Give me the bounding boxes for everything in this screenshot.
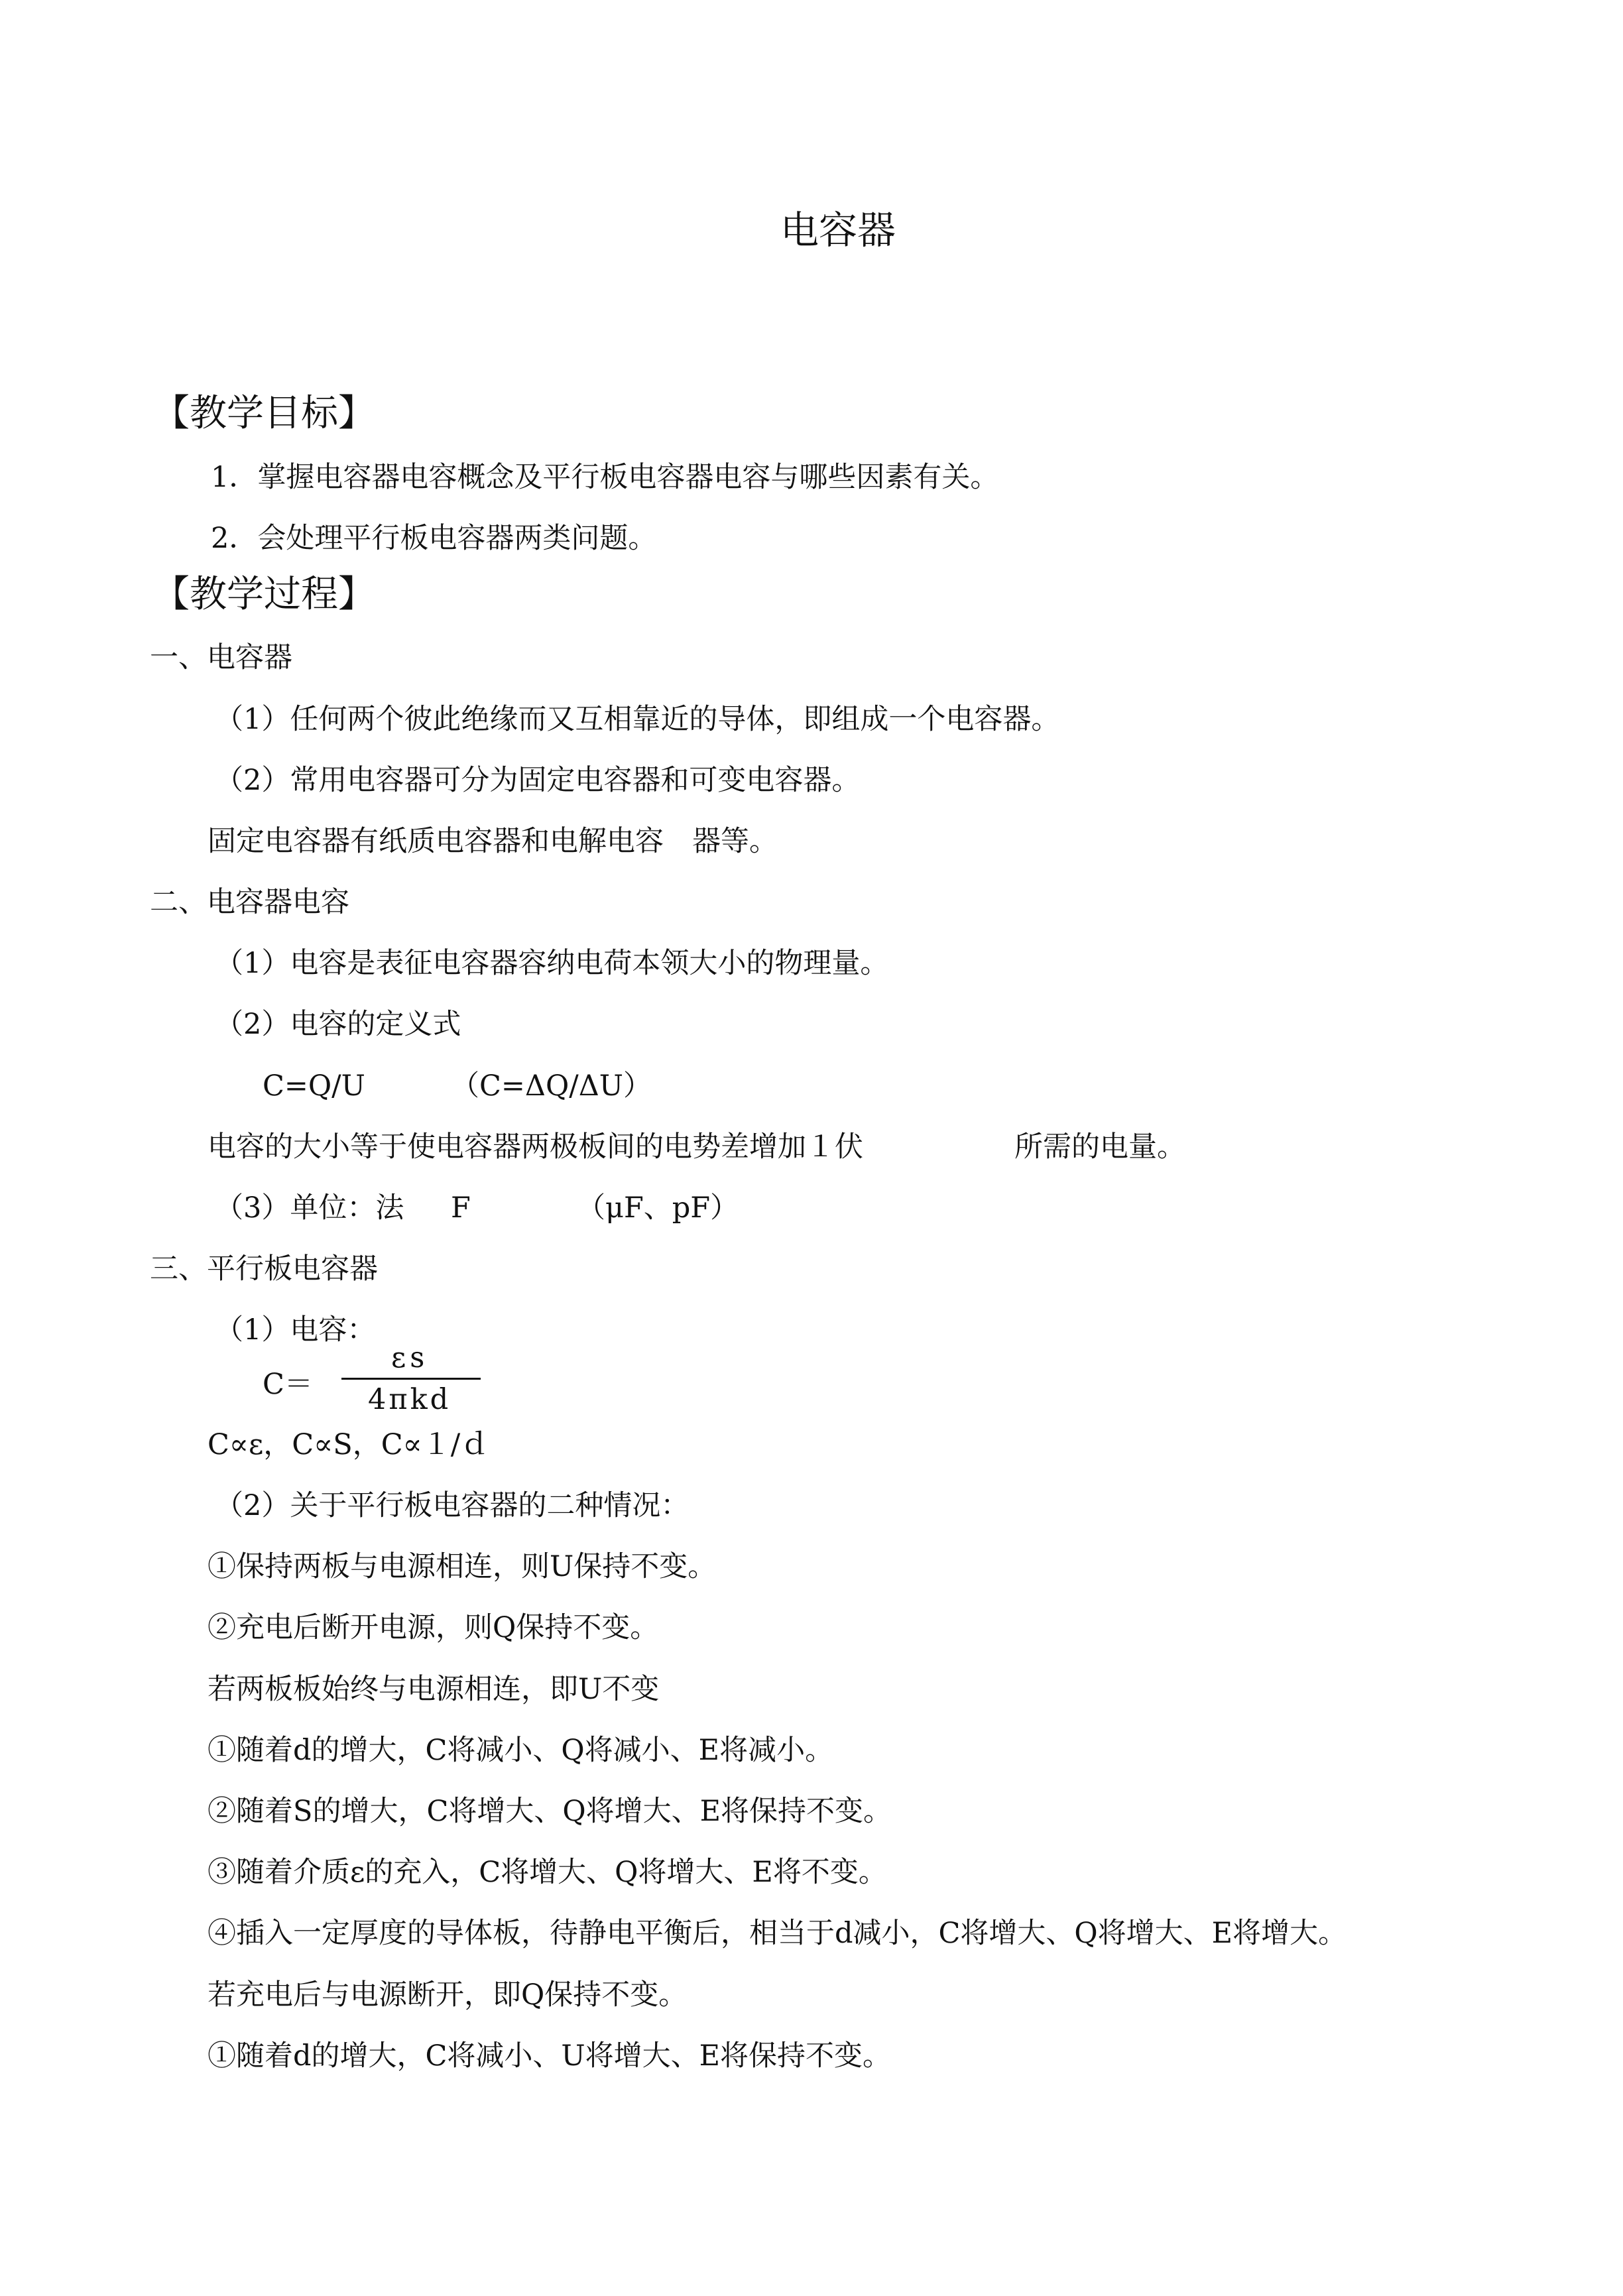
disconnected-heading: 若充电后与电源断开，即Q保持不变。 xyxy=(208,1978,688,2012)
list-item: ①随着d的增大，C将减小、U将增大、E将保持不变。 xyxy=(208,2039,892,2073)
objective-item: 2．会处理平行板电容器两类问题。 xyxy=(211,522,657,555)
list-item: ④插入一定厚度的导体板，待静电平衡后，相当于d减小，C将增大、Q将增大、E将增大。 xyxy=(208,1917,1347,1950)
unit-label: （3）单位：法 xyxy=(215,1191,404,1225)
paragraph: （1）电容是表征电容器容纳电荷本领大小的物理量。 xyxy=(215,947,889,980)
section-heading-1: 一、电容器 xyxy=(150,641,292,674)
paragraph: （1）任何两个彼此绝缘而又互相靠近的导体，即组成一个电容器。 xyxy=(215,703,1060,736)
list-item: ③随着介质ε的充入，C将增大、Q将增大、E将不变。 xyxy=(208,1856,887,1889)
process-heading: 【教学过程】 xyxy=(152,573,375,616)
formula-lhs: C＝ xyxy=(263,1368,313,1401)
connected-heading: 若两板板始终与电源相连，即U不变 xyxy=(208,1673,660,1706)
proportional-relations: C∝ε，C∝S，C∝１/ｄ xyxy=(208,1428,489,1461)
unit-symbol: F xyxy=(451,1191,471,1225)
case-item: ①保持两板与电源相连，则U保持不变。 xyxy=(208,1550,717,1583)
paragraph: 所需的电量。 xyxy=(1014,1130,1185,1164)
section-heading-3: 三、平行板电容器 xyxy=(150,1252,378,1286)
paragraph: （1）电容： xyxy=(215,1313,376,1347)
section-heading-2: 二、电容器电容 xyxy=(150,886,349,919)
page-title: 电容器 xyxy=(780,208,896,253)
paragraph: 电容的大小等于使电容器两极板间的电势差增加１伏 xyxy=(208,1130,863,1164)
paragraph: （2）关于平行板电容器的二种情况： xyxy=(215,1489,690,1522)
fraction-line xyxy=(341,1378,481,1380)
list-item: ①随着d的增大，C将减小、Q将减小、E将减小。 xyxy=(208,1734,834,1767)
objective-item: 1．掌握电容器电容概念及平行板电容器电容与哪些因素有关。 xyxy=(211,461,999,494)
case-item: ②充电后断开电源，则Q保持不变。 xyxy=(208,1611,659,1644)
capacitance-formula-alt: （C=ΔQ/ΔU） xyxy=(451,1069,652,1103)
formula-denominator: 4πkd xyxy=(368,1383,451,1416)
list-item: ②随着S的增大，C将增大、Q将增大、E将保持不变。 xyxy=(208,1795,892,1828)
capacitance-formula: C=Q/U xyxy=(263,1069,365,1103)
paragraph: 固定电容器有纸质电容器和电解电容 器等。 xyxy=(208,825,778,858)
objectives-heading: 【教学目标】 xyxy=(152,392,375,435)
paragraph: （2）常用电容器可分为固定电容器和可变电容器。 xyxy=(215,764,861,797)
paragraph: （2）电容的定义式 xyxy=(215,1008,461,1041)
unit-subunits: （μF、pF） xyxy=(577,1191,739,1225)
formula-numerator: εs xyxy=(391,1341,429,1374)
